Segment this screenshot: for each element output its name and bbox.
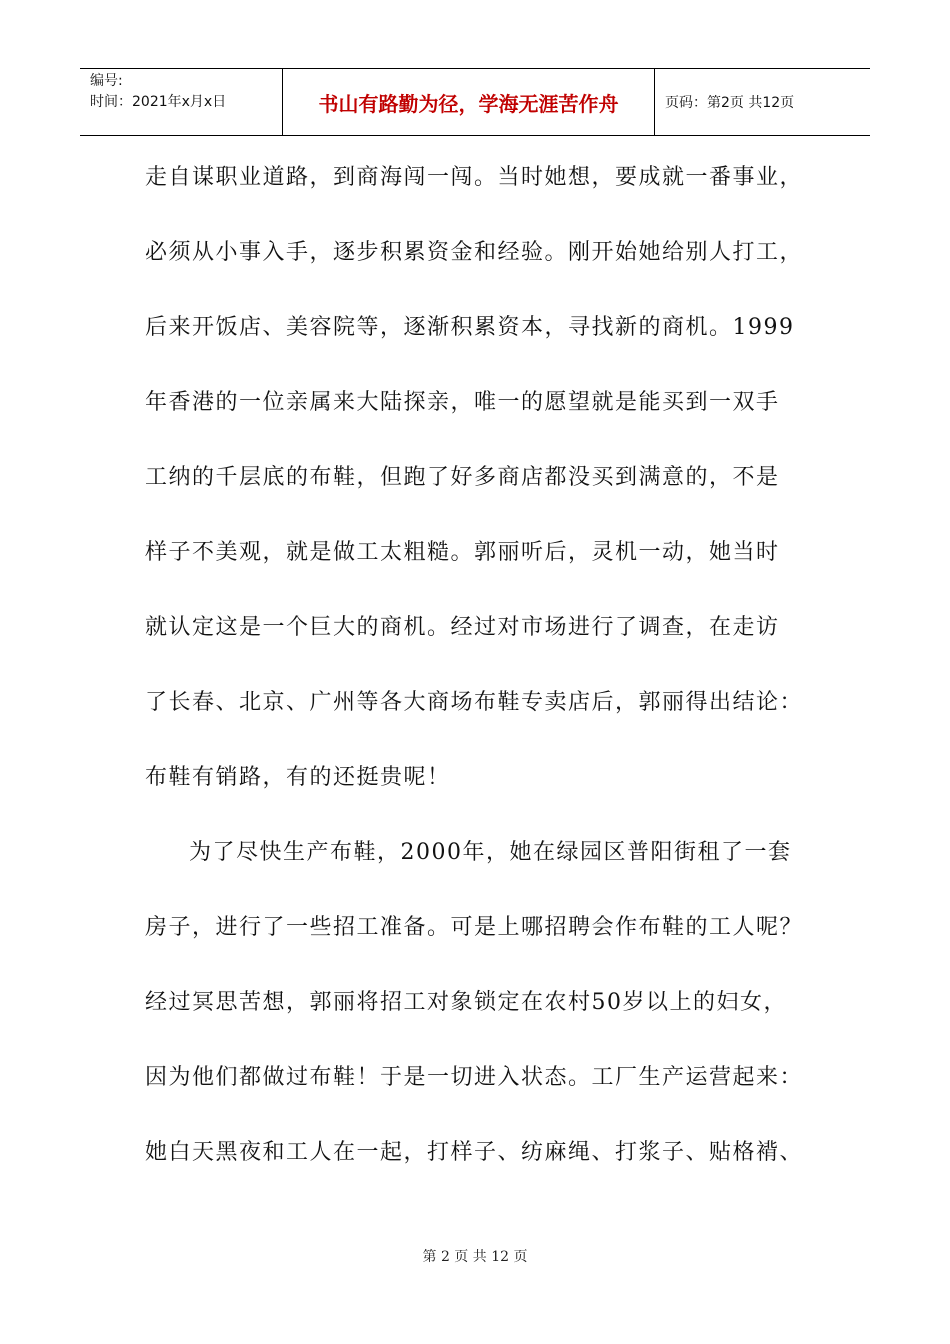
header-page-info: 页码：第2页 共12页 (665, 95, 795, 111)
body-line: 工纳的千层底的布鞋，但跑了好多商店都没买到满意的，不是 (145, 465, 780, 490)
page-footer: 第 2 页 共 12 页 (422, 1249, 528, 1265)
body-line: 她白天黑夜和工人在一起，打样子、纺麻绳、打浆子、贴格褙、 (145, 1140, 804, 1165)
paragraph-start-line: 为了尽快生产布鞋，2000年，她在绿园区普阳街租了一套 (189, 840, 792, 865)
body-line: 就认定这是一个巨大的商机。经过对市场进行了调查，在走访 (145, 615, 780, 640)
body-line: 布鞋有销路，有的还挺贵呢！ (145, 765, 451, 790)
body-line: 房子，进行了一些招工准备。可是上哪招聘会作布鞋的工人呢？ (145, 915, 804, 940)
body-line: 后来开饭店、美容院等，逐渐积累资本，寻找新的商机。1999 (145, 315, 795, 340)
document-time-label: 时间：2021年x月x日 (90, 94, 227, 110)
body-line: 必须从小事入手，逐步积累资金和经验。刚开始她给别人打工， (145, 240, 804, 265)
body-line: 经过冥思苦想，郭丽将招工对象锁定在农村50岁以上的妇女， (145, 990, 787, 1015)
document-number-label: 编号: (90, 73, 123, 89)
header-motto: 书山有路勤为径，学海无涯苦作舟 (283, 69, 655, 135)
body-line: 走自谋职业道路，到商海闯一闯。当时她想，要成就一番事业， (145, 165, 804, 190)
body-line: 了长春、北京、广州等各大商场布鞋专卖店后，郭丽得出结论： (145, 690, 804, 715)
body-line: 样子不美观，就是做工太粗糙。郭丽听后，灵机一动，她当时 (145, 540, 780, 565)
document-body (145, 140, 835, 1190)
page-header (80, 68, 870, 136)
header-meta (80, 69, 283, 135)
body-line: 年香港的一位亲属来大陆探亲，唯一的愿望就是能买到一双手 (145, 390, 780, 415)
body-line: 因为他们都做过布鞋！于是一切进入状态。工厂生产运营起来： (145, 1065, 804, 1090)
